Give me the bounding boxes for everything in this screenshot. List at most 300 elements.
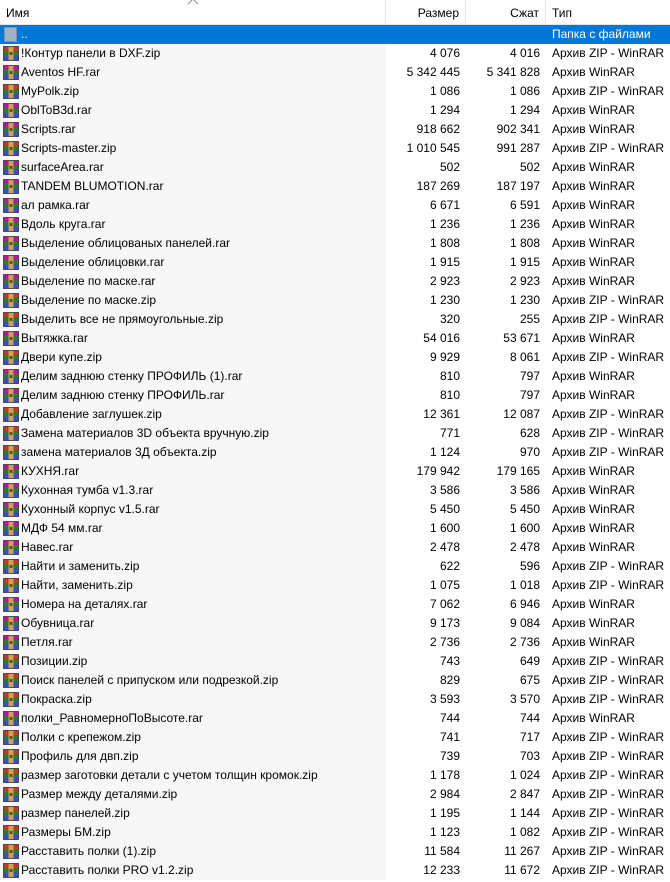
file-size: 1 086	[429, 84, 460, 98]
file-packed-size: 1 294	[509, 103, 540, 117]
file-name: Позиции.zip	[21, 654, 88, 668]
zip-archive-icon	[3, 559, 19, 574]
file-type: Архив ZIP - WinRAR	[552, 578, 665, 592]
name-cell	[0, 804, 386, 823]
file-row[interactable]	[0, 614, 670, 633]
file-packed-size: 717	[519, 730, 540, 744]
file-row[interactable]	[0, 348, 670, 367]
file-packed-size: 2 478	[509, 540, 540, 554]
file-name: OblToB3d.rar	[21, 103, 92, 117]
file-packed-size: 797	[519, 388, 540, 402]
name-cell	[0, 500, 386, 519]
rar-archive-icon	[3, 198, 19, 213]
file-packed-size: 187 197	[496, 179, 540, 193]
name-cell	[0, 196, 386, 215]
sort-ascending-icon	[186, 0, 200, 7]
file-packed-size: 2 847	[509, 787, 540, 801]
file-size: 741	[439, 730, 460, 744]
column-header-size-label: Размер	[417, 6, 459, 20]
file-packed-size: 675	[519, 673, 540, 687]
rar-archive-icon	[3, 635, 19, 650]
file-name: Размеры БМ.zip	[21, 825, 111, 839]
file-row[interactable]	[0, 101, 670, 120]
file-row[interactable]	[0, 785, 670, 804]
file-row[interactable]	[0, 481, 670, 500]
file-size: 4 076	[429, 46, 460, 60]
file-packed-size: 1 600	[509, 521, 540, 535]
file-packed-size: 1 024	[509, 768, 540, 782]
file-size: 187 269	[416, 179, 460, 193]
file-name: Делим заднюю стенку ПРОФИЛЬ (1).rar	[21, 369, 243, 383]
file-name: Выделение по маске.zip	[21, 293, 157, 307]
file-packed-size: 5 341 828	[486, 65, 540, 79]
file-size: 1 600	[429, 521, 460, 535]
file-size: 771	[439, 426, 460, 440]
zip-archive-icon	[3, 768, 19, 783]
file-size: 9 173	[429, 616, 460, 630]
file-type: Архив WinRAR	[552, 236, 635, 250]
file-type: Архив ZIP - WinRAR	[552, 806, 665, 820]
name-cell	[0, 63, 386, 82]
file-size: 1 236	[429, 217, 460, 231]
zip-archive-icon	[3, 806, 19, 821]
file-type: Архив ZIP - WinRAR	[552, 46, 665, 60]
file-row[interactable]	[0, 272, 670, 291]
name-cell	[0, 747, 386, 766]
file-packed-size: 970	[519, 445, 540, 459]
file-type: Архив ZIP - WinRAR	[552, 654, 665, 668]
rar-archive-icon	[3, 616, 19, 631]
file-row[interactable]	[0, 443, 670, 462]
parent-folder-icon	[4, 27, 17, 42]
file-row[interactable]	[0, 576, 670, 595]
file-type: Архив ZIP - WinRAR	[552, 787, 665, 801]
file-row[interactable]	[0, 120, 670, 139]
file-name: Кухонная тумба v1.3.rar	[21, 483, 154, 497]
name-cell	[0, 158, 386, 177]
file-name: Замена материалов 3D объекта вручную.zip	[21, 426, 269, 440]
file-name: Вдоль круга.rar	[21, 217, 106, 231]
rar-archive-icon	[3, 521, 19, 536]
file-name: !Контур панели в DXF.zip	[21, 46, 161, 60]
file-size: 9 929	[429, 350, 460, 364]
file-name: Поиск панелей с припуском или подрезкой.zip	[21, 673, 279, 687]
name-cell	[0, 842, 386, 861]
file-row[interactable]	[0, 671, 670, 690]
file-packed-size: 179 165	[496, 464, 540, 478]
file-size: 6 671	[429, 198, 460, 212]
file-name: Двери купе.zip	[21, 350, 102, 364]
file-packed-size: 502	[519, 160, 540, 174]
file-size: 2 736	[429, 635, 460, 649]
file-name: Aventos HF.rar	[21, 65, 101, 79]
file-size: 1 195	[429, 806, 460, 820]
zip-archive-icon	[3, 825, 19, 840]
file-packed-size: 991 287	[496, 141, 540, 155]
file-name: Выделение по маске.rar	[21, 274, 156, 288]
rar-archive-icon	[3, 103, 19, 118]
file-packed-size: 797	[519, 369, 540, 383]
file-type: Архив ZIP - WinRAR	[552, 293, 665, 307]
file-row[interactable]	[0, 234, 670, 253]
parent-folder-row[interactable]	[0, 25, 670, 44]
name-cell	[0, 443, 386, 462]
zip-archive-icon	[3, 787, 19, 802]
file-type: Архив WinRAR	[552, 483, 635, 497]
file-row[interactable]	[0, 177, 670, 196]
file-row[interactable]	[0, 709, 670, 728]
file-row[interactable]	[0, 424, 670, 443]
zip-archive-icon	[3, 445, 19, 460]
name-cell	[0, 405, 386, 424]
file-size: 918 662	[416, 122, 460, 136]
file-size	[386, 25, 460, 44]
file-type: Архив ZIP - WinRAR	[552, 312, 665, 326]
name-cell	[0, 595, 386, 614]
file-row[interactable]	[0, 766, 670, 785]
file-size: 810	[439, 388, 460, 402]
file-size: 5 450	[429, 502, 460, 516]
file-type: Архив ZIP - WinRAR	[552, 350, 665, 364]
file-name: Профиль для двп.zip	[21, 749, 139, 763]
rar-archive-icon	[3, 236, 19, 251]
file-packed-size: 649	[519, 654, 540, 668]
file-name: ал рамка.rar	[21, 198, 90, 212]
file-name: surfaceArea.rar	[21, 160, 104, 174]
rar-archive-icon	[3, 464, 19, 479]
name-cell	[0, 348, 386, 367]
file-type: Архив ZIP - WinRAR	[552, 844, 665, 858]
file-size: 12 361	[423, 407, 460, 421]
file-type: Архив ZIP - WinRAR	[552, 426, 665, 440]
name-cell	[0, 785, 386, 804]
file-size: 1 124	[429, 445, 460, 459]
file-row[interactable]	[0, 405, 670, 424]
file-row[interactable]	[0, 747, 670, 766]
zip-archive-icon	[3, 654, 19, 669]
file-name: Расставить полки PRO v1.2.zip	[21, 863, 194, 877]
file-name: КУХНЯ.rar	[21, 464, 80, 478]
file-size: 810	[439, 369, 460, 383]
rar-archive-icon	[3, 369, 19, 384]
file-type: Архив WinRAR	[552, 255, 635, 269]
file-row[interactable]	[0, 557, 670, 576]
file-row[interactable]	[0, 633, 670, 652]
name-cell	[0, 823, 386, 842]
file-name: Найти и заменить.zip	[21, 559, 140, 573]
file-name: TANDEM BLUMOTION.rar	[21, 179, 164, 193]
file-type: Архив WinRAR	[552, 65, 635, 79]
file-size: 829	[439, 673, 460, 687]
file-type: Архив ZIP - WinRAR	[552, 445, 665, 459]
name-cell	[0, 215, 386, 234]
file-packed-size: 628	[519, 426, 540, 440]
zip-archive-icon	[3, 863, 19, 878]
file-type: Архив WinRAR	[552, 540, 635, 554]
zip-archive-icon	[3, 46, 19, 61]
zip-archive-icon	[3, 141, 19, 156]
file-packed-size: 1 086	[509, 84, 540, 98]
file-packed-size: 703	[519, 749, 540, 763]
rar-archive-icon	[3, 122, 19, 137]
file-size: 1 010 545	[406, 141, 460, 155]
file-name: размер панелей.zip	[21, 806, 130, 820]
name-cell	[0, 291, 386, 310]
file-packed-size: 6 946	[509, 597, 540, 611]
file-name: MyPolk.zip	[21, 84, 80, 98]
file-row[interactable]	[0, 329, 670, 348]
file-type: Архив WinRAR	[552, 616, 635, 630]
file-row[interactable]	[0, 519, 670, 538]
column-header-name-label: Имя	[6, 6, 30, 20]
zip-archive-icon	[3, 844, 19, 859]
rar-archive-icon	[3, 217, 19, 232]
file-size: 5 342 445	[406, 65, 460, 79]
file-type: Архив WinRAR	[552, 217, 635, 231]
file-row[interactable]	[0, 291, 670, 310]
rar-archive-icon	[3, 711, 19, 726]
zip-archive-icon	[3, 293, 19, 308]
file-name: Кухонный корпус v1.5.rar	[21, 502, 160, 516]
rar-archive-icon	[3, 65, 19, 80]
file-packed-size: 2 923	[509, 274, 540, 288]
file-row[interactable]	[0, 196, 670, 215]
file-row[interactable]	[0, 253, 670, 272]
file-type: Архив ZIP - WinRAR	[552, 863, 665, 877]
name-cell	[0, 253, 386, 272]
file-name: размер заготовки детали с учетом толщин кромок.zip	[21, 768, 318, 782]
name-cell	[0, 386, 386, 405]
file-list	[0, 25, 670, 880]
file-name: Вытяжка.rar	[21, 331, 88, 345]
file-name: Найти, заменить.zip	[21, 578, 133, 592]
file-row[interactable]	[0, 538, 670, 557]
zip-archive-icon	[3, 673, 19, 688]
file-size: 7 062	[429, 597, 460, 611]
file-size: 739	[439, 749, 460, 763]
zip-archive-icon	[3, 84, 19, 99]
zip-archive-icon	[3, 312, 19, 327]
file-packed-size: 12 087	[503, 407, 540, 421]
file-row[interactable]	[0, 158, 670, 177]
file-size: 1 915	[429, 255, 460, 269]
file-row[interactable]	[0, 690, 670, 709]
rar-archive-icon	[3, 388, 19, 403]
file-type: Архив ZIP - WinRAR	[552, 730, 665, 744]
name-cell	[0, 652, 386, 671]
rar-archive-icon	[3, 502, 19, 517]
file-type: Архив ZIP - WinRAR	[552, 749, 665, 763]
name-cell	[0, 424, 386, 443]
rar-archive-icon	[3, 540, 19, 555]
name-cell	[0, 101, 386, 120]
name-cell	[0, 82, 386, 101]
zip-archive-icon	[3, 692, 19, 707]
name-cell	[0, 234, 386, 253]
file-type: Архив WinRAR	[552, 198, 635, 212]
file-row[interactable]	[0, 595, 670, 614]
name-cell	[0, 671, 386, 690]
file-packed-size: 1 082	[509, 825, 540, 839]
file-type: Архив ZIP - WinRAR	[552, 673, 665, 687]
file-size: 1 178	[429, 768, 460, 782]
file-packed-size: 596	[519, 559, 540, 573]
name-cell	[0, 310, 386, 329]
file-type: Архив WinRAR	[552, 331, 635, 345]
file-type: Архив ZIP - WinRAR	[552, 559, 665, 573]
file-packed-size: 53 671	[503, 331, 540, 345]
file-name: Номера на деталях.rar	[21, 597, 148, 611]
file-name: полки_РавномерноПоВысоте.rar	[21, 711, 203, 725]
name-cell	[0, 766, 386, 785]
column-header-size[interactable]	[386, 0, 466, 24]
file-type: Архив WinRAR	[552, 597, 635, 611]
name-cell	[0, 177, 386, 196]
file-packed-size: 11 672	[504, 863, 540, 877]
file-type: Архив WinRAR	[552, 521, 635, 535]
file-packed-size: 1 236	[509, 217, 540, 231]
name-cell	[0, 44, 386, 63]
file-row[interactable]	[0, 63, 670, 82]
file-row[interactable]	[0, 652, 670, 671]
file-name: Полки с крепежом.zip	[21, 730, 141, 744]
file-type: Архив WinRAR	[552, 274, 635, 288]
column-header-type-label: Тип	[552, 6, 573, 20]
file-name: замена материалов 3Д объекта.zip	[21, 445, 217, 459]
file-row[interactable]	[0, 215, 670, 234]
file-type: Архив ZIP - WinRAR	[552, 825, 665, 839]
name-cell	[0, 576, 386, 595]
file-type: Архив ZIP - WinRAR	[552, 692, 665, 706]
name-cell	[0, 272, 386, 291]
name-cell	[0, 633, 386, 652]
name-cell	[0, 139, 386, 158]
file-name: Обувница.rar	[21, 616, 95, 630]
file-type: Архив WinRAR	[552, 369, 635, 383]
file-type: Архив WinRAR	[552, 122, 635, 136]
file-row[interactable]	[0, 861, 670, 880]
file-size: 3 593	[429, 692, 460, 706]
file-size: 1 075	[429, 578, 460, 592]
file-type: Архив WinRAR	[552, 103, 635, 117]
file-packed-size: 902 341	[496, 122, 540, 136]
file-size: 2 984	[429, 787, 460, 801]
file-row[interactable]	[0, 728, 670, 747]
file-size: 2 478	[429, 540, 460, 554]
file-row[interactable]	[0, 44, 670, 63]
file-name: Добавление заглушек.zip	[21, 407, 162, 421]
file-size: 320	[439, 312, 460, 326]
file-type: Архив WinRAR	[552, 179, 635, 193]
zip-archive-icon	[3, 407, 19, 422]
file-type: Архив ZIP - WinRAR	[552, 141, 665, 155]
name-cell	[0, 614, 386, 633]
file-packed-size: 1 018	[509, 578, 540, 592]
file-name: Выделение облицованых панелей.rar	[21, 236, 230, 250]
file-row[interactable]	[0, 462, 670, 481]
file-size: 743	[439, 654, 460, 668]
file-size: 179 942	[416, 464, 460, 478]
name-cell	[0, 861, 386, 880]
file-row[interactable]	[0, 804, 670, 823]
rar-archive-icon	[3, 274, 19, 289]
name-cell	[0, 481, 386, 500]
file-type: Архив ZIP - WinRAR	[552, 407, 665, 421]
name-cell	[0, 690, 386, 709]
file-name: Scripts.rar	[21, 122, 76, 136]
file-packed-size: 6 591	[509, 198, 540, 212]
file-packed-size: 744	[519, 711, 540, 725]
file-packed-size: 5 450	[509, 502, 540, 516]
name-cell	[0, 728, 386, 747]
file-row[interactable]	[0, 82, 670, 101]
name-cell	[0, 519, 386, 538]
file-name: Scripts-master.zip	[21, 141, 117, 155]
name-cell	[0, 120, 386, 139]
file-name: Выделить все не прямоугольные.zip	[21, 312, 224, 326]
file-size: 1 123	[429, 825, 460, 839]
file-size: 12 233	[423, 863, 460, 877]
file-type: Архив WinRAR	[552, 388, 635, 402]
file-type: Архив WinRAR	[552, 635, 635, 649]
file-type: Архив ZIP - WinRAR	[552, 84, 665, 98]
file-row[interactable]	[0, 500, 670, 519]
file-name: Размер между деталями.zip	[21, 787, 178, 801]
file-size: 3 586	[429, 483, 460, 497]
column-header-bar	[0, 0, 670, 25]
file-packed-size: 2 736	[509, 635, 540, 649]
column-header-packed-label: Сжат	[510, 6, 539, 20]
file-row[interactable]	[0, 386, 670, 405]
name-cell	[0, 557, 386, 576]
rar-archive-icon	[3, 483, 19, 498]
rar-archive-icon	[3, 597, 19, 612]
file-packed-size: 1 144	[509, 806, 540, 820]
file-name: Выделение облицовки.rar	[21, 255, 165, 269]
column-header-type[interactable]	[546, 0, 670, 24]
file-size: 622	[439, 559, 460, 573]
file-packed-size: 4 016	[509, 46, 540, 60]
file-size: 2 923	[429, 274, 460, 288]
file-packed-size: 1 808	[509, 236, 540, 250]
column-header-packed[interactable]	[466, 0, 546, 24]
zip-archive-icon	[3, 730, 19, 745]
file-row[interactable]	[0, 367, 670, 386]
file-packed-size: 3 570	[509, 692, 540, 706]
file-row[interactable]	[0, 823, 670, 842]
file-row[interactable]	[0, 842, 670, 861]
file-type: Архив WinRAR	[552, 711, 635, 725]
rar-archive-icon	[3, 255, 19, 270]
rar-archive-icon	[3, 160, 19, 175]
rar-archive-icon	[3, 179, 19, 194]
file-size: 54 016	[423, 331, 460, 345]
file-name: ..	[21, 27, 28, 41]
file-size: 1 294	[429, 103, 460, 117]
file-name: МДФ 54 мм.rar	[21, 521, 103, 535]
file-row[interactable]	[0, 310, 670, 329]
file-packed-size: 1 230	[509, 293, 540, 307]
zip-archive-icon	[3, 578, 19, 593]
file-type: Архив WinRAR	[552, 502, 635, 516]
file-packed-size: 11 267	[504, 844, 540, 858]
file-size: 1 230	[429, 293, 460, 307]
rar-archive-icon	[3, 331, 19, 346]
name-cell	[0, 367, 386, 386]
file-name: Петля.rar	[21, 635, 73, 649]
name-cell	[0, 709, 386, 728]
file-row[interactable]	[0, 139, 670, 158]
